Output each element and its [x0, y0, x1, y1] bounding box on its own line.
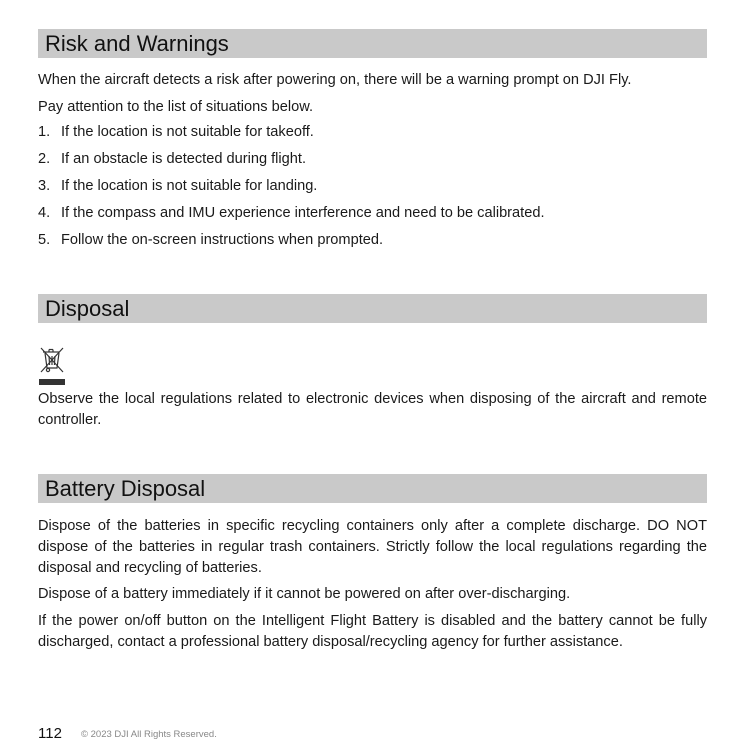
list-item: [38, 176, 707, 203]
page-number: 112: [38, 725, 62, 742]
battery-disposal-paragraph-3: If the power on/off button on the Intelligent Flight Battery is disabled and the battery cannot be fully discharged, contact a professional battery disposal/recycling agency for further assistance.: [38, 613, 707, 650]
list-item-number: 2.: [38, 151, 51, 167]
list-item-number: 1.: [38, 124, 51, 140]
list-item-text: Follow the on-screen instructions when prompted.: [61, 232, 384, 248]
list-item-text: If the compass and IMU experience interference and need to be calibrated.: [61, 205, 545, 221]
section-header-risk-and-warnings: Risk and Warnings: [38, 29, 707, 58]
list-item: [38, 230, 707, 257]
battery-disposal-paragraph-2: Dispose of a battery immediately if it cannot be powered on after over-discharging.: [38, 586, 571, 602]
list-item-number: 4.: [38, 205, 51, 221]
battery-disposal-paragraph-1: Dispose of the batteries in specific recycling containers only after a complete discharge. DO NOT dispose of the batteries in regular trash containers. Strictly follow the local regulations regarding the disposal and recycling of batteries.: [38, 518, 707, 576]
list-item-text: If the location is not suitable for landing.: [61, 178, 318, 194]
list-item-number: 3.: [38, 178, 51, 194]
risk-instruction-paragraph: Pay attention to the list of situations below.: [38, 99, 314, 115]
crossed-out-wheelie-bin-icon: [38, 346, 66, 388]
list-item: [38, 203, 707, 230]
list-item-text: If the location is not suitable for takeoff.: [61, 124, 314, 140]
risk-intro-paragraph: When the aircraft detects a risk after powering on, there will be a warning prompt on DJI Fly.: [38, 72, 632, 88]
section-header-battery-disposal: Battery Disposal: [38, 474, 707, 503]
list-item: [38, 122, 707, 149]
risk-situation-list: [38, 122, 707, 257]
list-item-number: 5.: [38, 232, 51, 248]
list-item: [38, 149, 707, 176]
disposal-paragraph: Observe the local regulations related to electronic devices when disposing of the aircraft and remote controller.: [38, 391, 707, 428]
section-header-disposal: Disposal: [38, 294, 707, 323]
copyright-notice: © 2023 DJI All Rights Reserved.: [81, 729, 217, 740]
list-item-text: If an obstacle is detected during flight.: [61, 151, 307, 167]
